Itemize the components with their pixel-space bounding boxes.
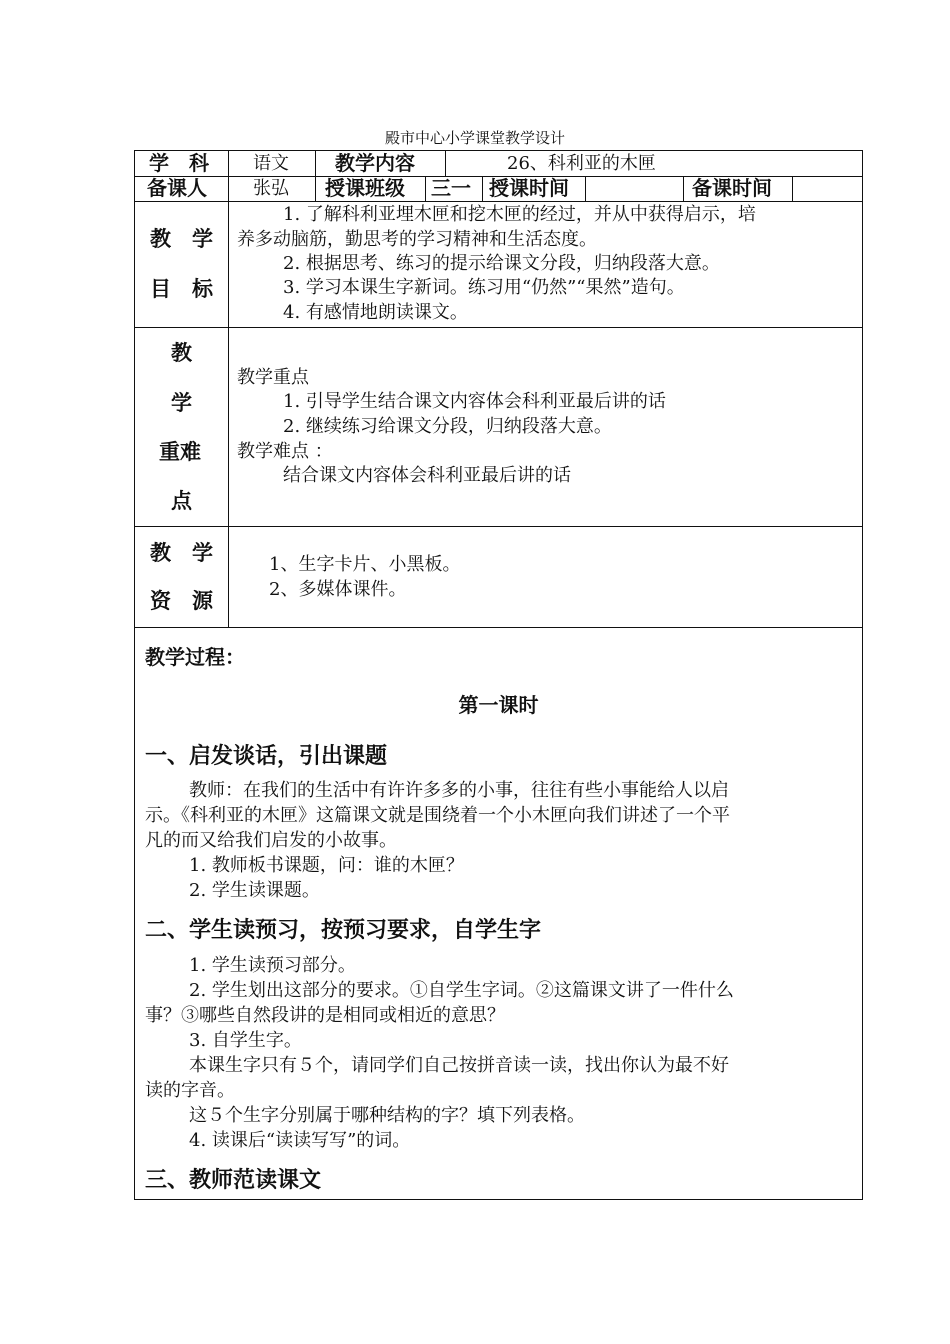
section-1-item-1: 1. 教师板书课题，问：谁的木匣？ — [189, 855, 464, 876]
goal-3: 3. 学习本课生字新词。练习用“仍然”“果然”造句。 — [283, 277, 685, 298]
resources-label-top: 教 学 — [150, 541, 213, 565]
section-2-item-3: 3. 自学生字。 — [189, 1030, 302, 1051]
resources-label-bottom: 资 源 — [150, 589, 213, 613]
difficulty-item: 结合课文内容体会科利亚最后讲的话 — [283, 465, 571, 486]
col-divider — [683, 176, 684, 201]
col-divider — [228, 176, 229, 201]
section-2-item-1: 1. 学生读预习部分。 — [189, 955, 356, 976]
page-title: 殿市中心小学课堂教学设计 — [384, 129, 565, 147]
class-value: 三一 — [431, 176, 471, 200]
section-2-para-line-1: 本课生字只有５个，请同学们自己按拼音读一读，找出你认为最不好 — [189, 1055, 729, 1076]
prep-time-label: 备课时间 — [692, 176, 772, 200]
goal-2: 2. 根据思考、练习的提示给课文分段，归纳段落大意。 — [283, 253, 720, 274]
preparer-value: 张弘 — [253, 178, 289, 199]
section-1-para-line-1: 教师：在我们的生活中有许许多多的小事，往往有些小事能给人以启 — [189, 780, 729, 801]
col-divider — [228, 201, 229, 627]
section-3-heading: 三、教师范读课文 — [145, 1168, 322, 1193]
col-divider — [482, 176, 483, 201]
section-1-heading: 一、启发谈话，引出课题 — [145, 744, 388, 769]
goal-1-cont: 养多动脑筋，勤思考的学习精神和生活态度。 — [237, 229, 597, 250]
content-label: 教学内容 — [335, 151, 415, 175]
keypoints-label-3: 重难 — [159, 440, 201, 464]
section-2-para-line-2: 读的字音。 — [145, 1080, 235, 1101]
row-divider — [135, 627, 862, 628]
section-1-item-2: 2. 学生读课题。 — [189, 880, 320, 901]
process-title: 教学过程： — [145, 645, 245, 669]
difficulty-heading: 教学难点 ： — [237, 441, 333, 462]
class-label: 授课班级 — [325, 176, 405, 200]
subject-value: 语文 — [253, 153, 289, 174]
keypoints-label-1: 教 — [171, 341, 192, 365]
content-value: 26、科利亚的木匣 — [507, 153, 656, 174]
section-1-para-line-2: 示。《科利亚的木匣》这篇课文就是围绕着一个小木匣向我们讲述了一个平 — [145, 805, 730, 826]
section-2-heading: 二、学生读预习，按预习要求，自学生字 — [145, 918, 542, 943]
keypoints-heading: 教学重点 — [237, 367, 309, 388]
lesson-title: 第一课时 — [458, 693, 539, 717]
lesson-plan-table — [134, 150, 863, 1200]
section-2-para-2: 这５个生字分别属于哪种结构的字？填下列表格。 — [189, 1105, 585, 1126]
teach-time-label: 授课时间 — [489, 176, 569, 200]
col-divider — [425, 176, 426, 201]
goals-label-top: 教 学 — [150, 227, 213, 251]
col-divider — [445, 151, 446, 176]
col-divider — [228, 151, 229, 176]
section-2-item-2-line-2: 事？③哪些自然段讲的是相同或相近的意思？ — [145, 1005, 505, 1026]
keypoints-label-2: 学 — [171, 391, 192, 415]
subject-label: 学 科 — [149, 151, 209, 175]
row-divider — [135, 526, 862, 527]
row-divider — [135, 201, 862, 202]
preparer-label: 备课人 — [147, 176, 207, 200]
keypoints-label-4: 点 — [171, 489, 192, 513]
row-divider — [135, 327, 862, 328]
section-2-item-4: 4. 读课后“读读写写”的词。 — [189, 1130, 411, 1151]
goal-1: 1. 了解科利亚埋木匣和挖木匣的经过，并从中获得启示，培 — [283, 204, 756, 225]
goal-4: 4. 有感情地朗读课文。 — [283, 302, 468, 323]
col-divider — [315, 176, 316, 201]
keypoints-item-2: 2. 继续练习给课文分段，归纳段落大意。 — [283, 416, 612, 437]
col-divider — [315, 151, 316, 176]
col-divider — [792, 176, 793, 201]
section-1-para-line-3: 凡的而又给我们启发的小故事。 — [145, 830, 397, 851]
goals-label-bottom: 目 标 — [150, 277, 213, 301]
resource-1: 1、生字卡片、小黑板。 — [269, 554, 461, 575]
section-2-item-2-line-1: 2. 学生划出这部分的要求。①自学生字词。②这篇课文讲了一件什么 — [189, 980, 734, 1001]
keypoints-item-1: 1. 引导学生结合课文内容体会科利亚最后讲的话 — [283, 391, 666, 412]
resource-2: 2、多媒体课件。 — [269, 579, 407, 600]
col-divider — [585, 176, 586, 201]
